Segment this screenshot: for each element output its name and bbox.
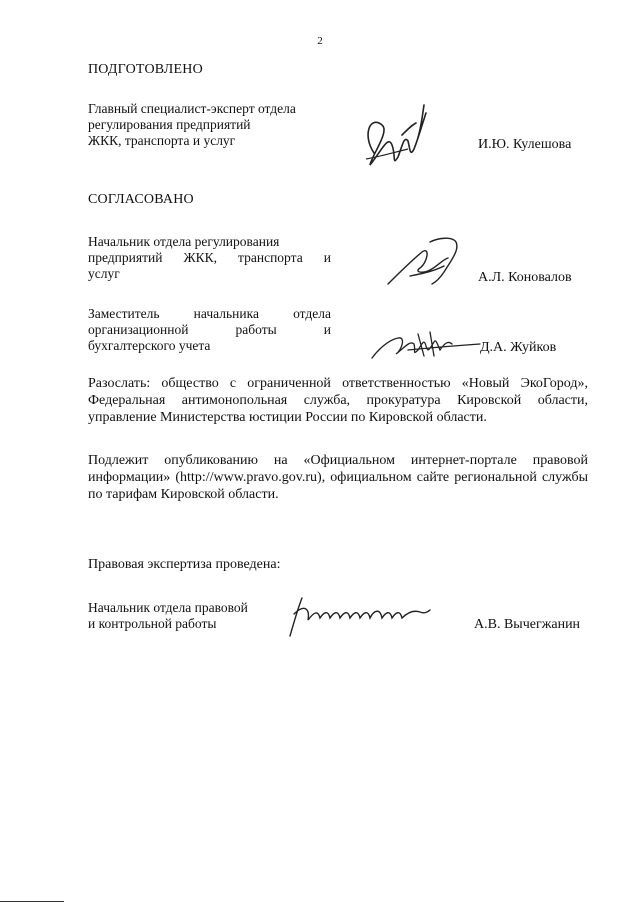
legal-review-statement: Правовая экспертиза проведена: [88, 557, 281, 572]
prepared-position-line: регулирования предприятий [88, 117, 251, 132]
signature-konovalov [380, 232, 470, 292]
legal-review-position-line: и контрольной работы [88, 616, 217, 631]
signer-1-position-line: предприятий ЖКК, транспорта и [88, 250, 331, 265]
agreed-heading: СОГЛАСОВАНО [88, 192, 194, 207]
legal-review-position [88, 600, 288, 632]
footnote-rule [0, 901, 64, 902]
prepared-position-line: ЖКК, транспорта и услуг [88, 133, 236, 148]
signer-1-name: А.Л. Коновалов [478, 270, 572, 285]
legal-review-name: А.В. Вычегжанин [474, 617, 581, 632]
signer-2-name: Д.А. Жуйков [480, 340, 557, 355]
signature-kuleshova [352, 95, 442, 185]
page-number: 2 [317, 35, 323, 47]
signature-zhuikov [368, 326, 486, 366]
agreed-signer-1-position [88, 234, 331, 282]
signer-2-position-line: организационной работы и [88, 322, 331, 337]
distribution-list: Разослать: общество с ограниченной ответственностью «Новый ЭкоГород», Федеральная антимонопольная служба, прокуратура Кировской области, управление Министерства юстиции России по Кировской области. [88, 376, 588, 425]
signature-vychegzhanin [284, 592, 434, 642]
signer-2-position-line: бухгалтерского учета [88, 338, 211, 353]
prepared-heading: ПОДГОТОВЛЕНО [88, 62, 203, 77]
signer-2-position-line: Заместитель начальника отдела [88, 306, 331, 321]
signer-1-position-line: услуг [88, 266, 120, 281]
signer-1-position-line: Начальник отдела регулирования [88, 234, 280, 249]
prepared-position-line: Главный специалист-эксперт отдела [88, 101, 296, 116]
prepared-position [88, 101, 348, 149]
agreed-signer-2-position [88, 306, 331, 354]
legal-review-position-line: Начальник отдела правовой [88, 600, 248, 615]
publication-note: Подлежит опубликованию на «Официальном интернет-портале правовой информации» (http://www.pravo.gov.ru), официальном сайте региональной службы по тарифам Кировской области. [88, 453, 588, 502]
prepared-name: И.Ю. Кулешова [478, 137, 572, 152]
